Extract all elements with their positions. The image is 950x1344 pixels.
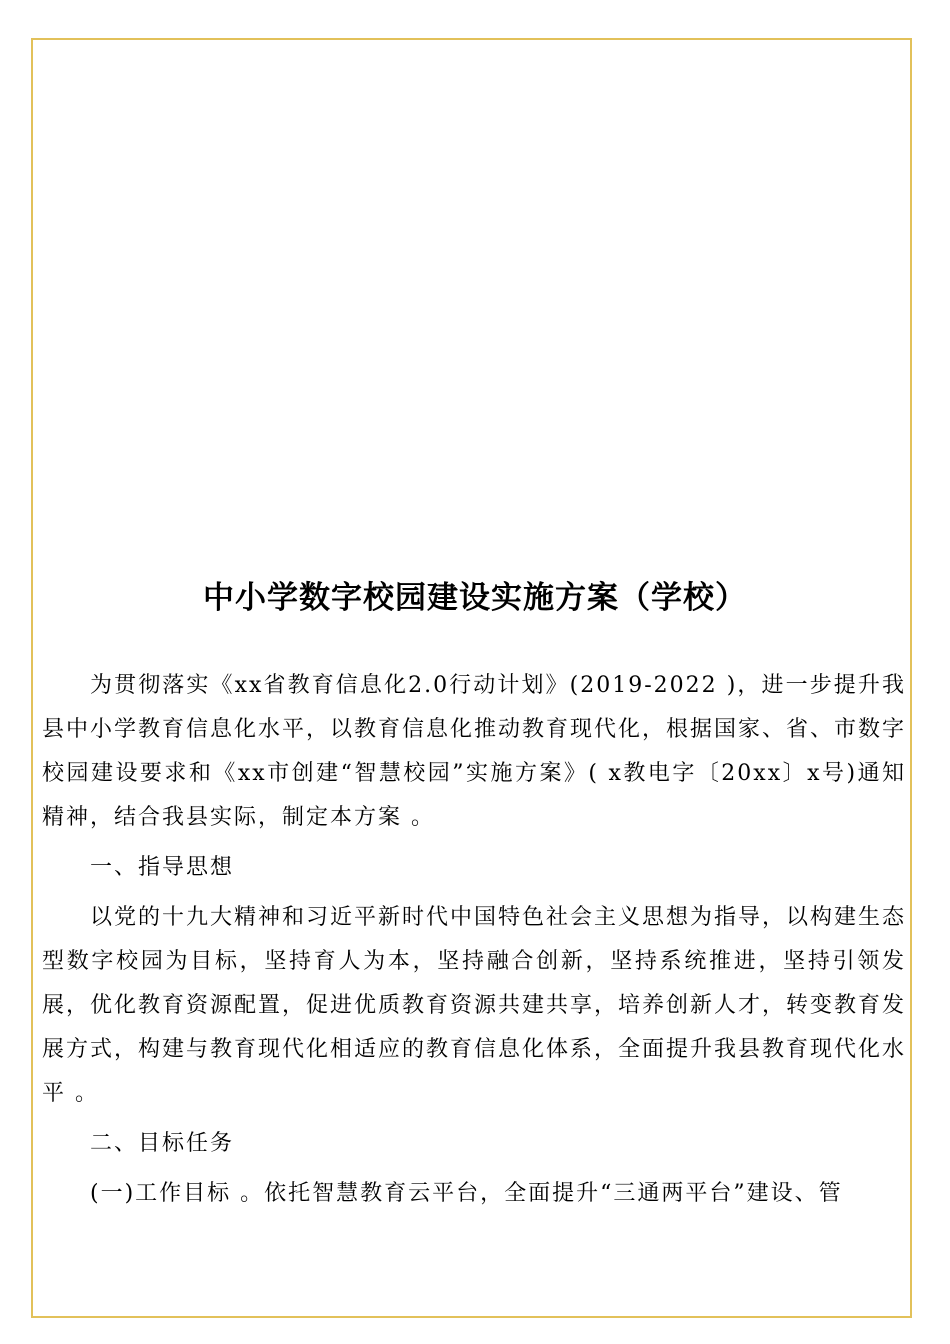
guiding-ideology-paragraph: 以党的十九大精神和习近平新时代中国特色社会主义思想为指导，以构建生态型数字校园为目标，坚持育人为本，坚持融合创新，坚持系统推进，坚持引领发展，优化教育资源配置，促进优质教育资源共建共享，培养创新人才，转变教育发展方式，构建与教育现代化相适应的教育信息化体系，全面提升我县教育现代化水平 。: [42, 905, 907, 1106]
work-goals-paragraph: (一)工作目标 。依托智慧教育云平台，全面提升“三通两平台”建设、管: [90, 1181, 843, 1206]
document-body: [42, 664, 906, 1216]
section-heading-guiding-ideology: 一、指导思想: [90, 855, 235, 880]
section-heading-goals-tasks: 二、目标任务: [90, 1131, 235, 1156]
document-title: 中小学数字校园建设实施方案（学校）: [203, 580, 747, 616]
intro-paragraph: 为贯彻落实《xx省教育信息化2.0行动计划》(2019-2022 )，进一步提升我县中小学教育信息化水平，以教育信息化推动教育现代化，根据国家、省、市数字校园建设要求和《xx市创建“智慧校园”实施方案》( x教电字〔20xx〕x号)通知精神，结合我县实际，制定本方案 。: [42, 673, 907, 830]
